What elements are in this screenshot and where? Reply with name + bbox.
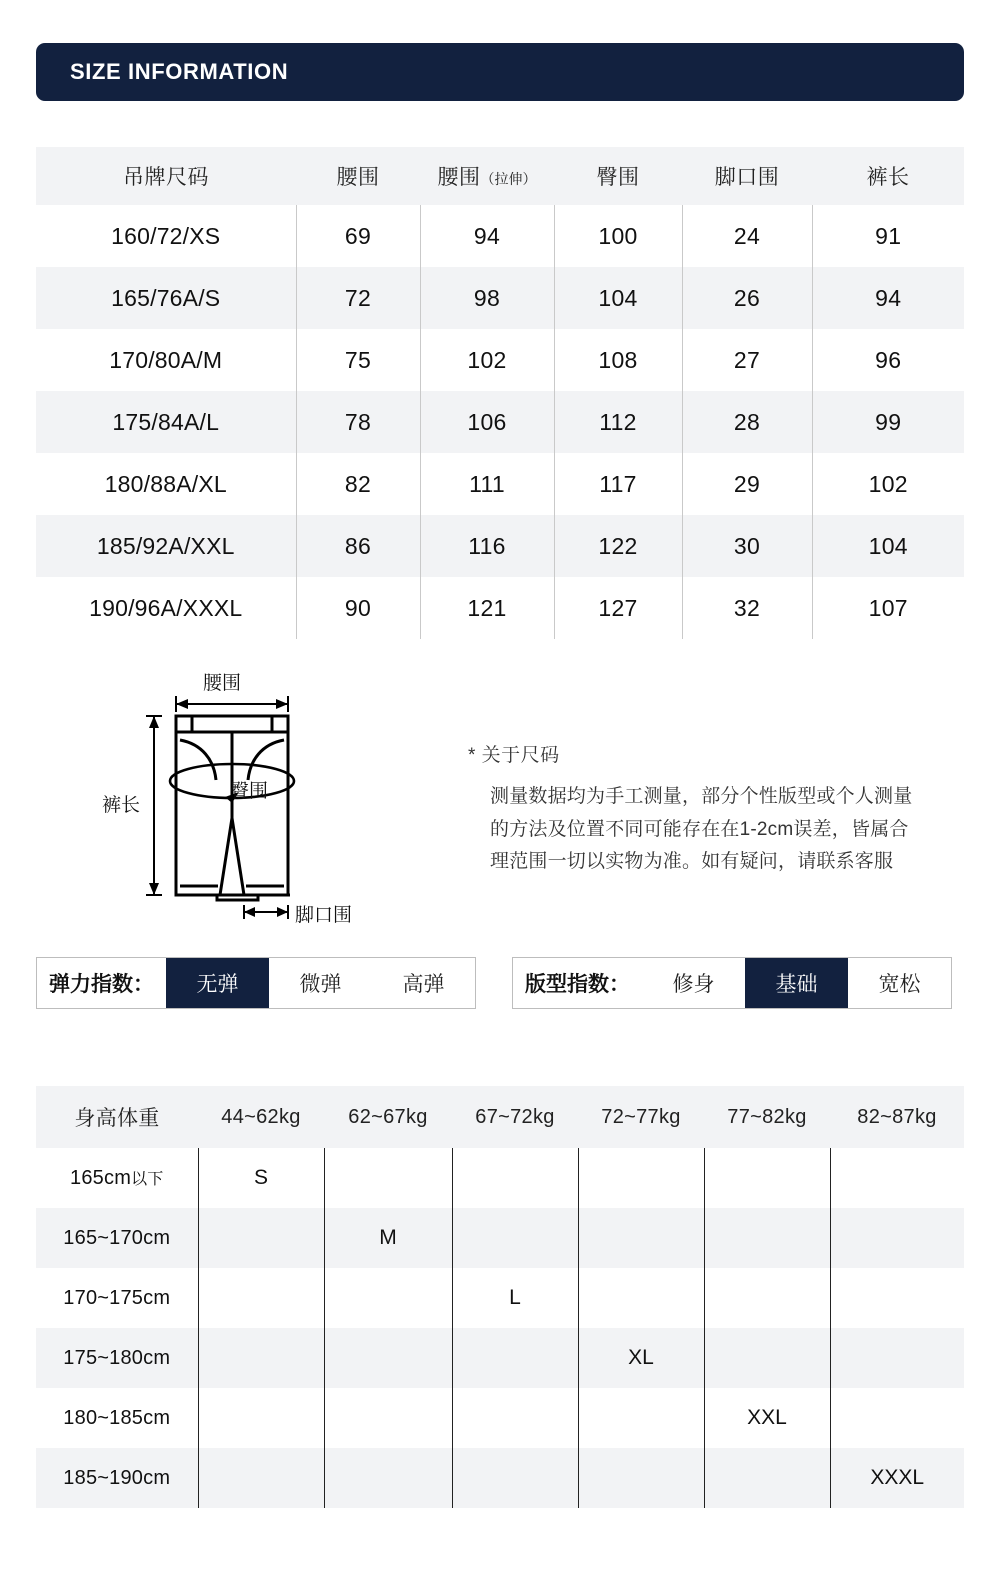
- fit-index-group: [512, 957, 952, 1009]
- cell-hip: 122: [554, 515, 682, 577]
- cell-size-recommendation: XXL: [704, 1388, 830, 1448]
- column-header-weight-1: 44~62kg: [221, 1105, 301, 1128]
- cell-length: 96: [812, 329, 964, 391]
- size-information-banner: [36, 43, 964, 101]
- cell-size-recommendation: [324, 1268, 452, 1328]
- height-weight-table-body: [36, 1148, 964, 1508]
- table-row: [36, 1208, 964, 1268]
- row-header-height: 185~190cm: [63, 1466, 171, 1489]
- row-header-height: 165cm以下: [70, 1167, 164, 1189]
- pants-measurement-diagram: [92, 668, 442, 930]
- elasticity-index-group: [36, 957, 476, 1009]
- cell-waist-stretch: 102: [420, 329, 554, 391]
- cell-waist-stretch: 106: [420, 391, 554, 453]
- cell-size-recommendation: S: [198, 1148, 324, 1208]
- table-row: [36, 329, 964, 391]
- size-note-line-1: 测量数据均为手工测量，部分个性版型或个人测量: [490, 786, 913, 807]
- cell-size: 180/88A/XL: [104, 470, 227, 497]
- cell-hip: 127: [554, 577, 682, 639]
- cell-size-recommendation: [578, 1148, 704, 1208]
- table-row: [36, 1388, 964, 1448]
- size-note-line-2: 的方法及位置不同可能存在在1-2cm误差，皆属合: [490, 818, 909, 840]
- cell-length: 94: [812, 267, 964, 329]
- cell-hip: 108: [554, 329, 682, 391]
- size-note: [468, 740, 948, 879]
- row-header-height: 170~175cm: [63, 1286, 171, 1309]
- cell-size-recommendation: [578, 1268, 704, 1328]
- size-note-line-3: 理范围一切以实物为准。如有疑问，请联系客服: [490, 851, 894, 873]
- column-header-height-weight: 身高体重: [74, 1107, 160, 1130]
- elasticity-option-no-stretch[interactable]: 无弹: [166, 958, 269, 1008]
- row-header-height: 175~180cm: [63, 1346, 171, 1369]
- cell-length: 104: [812, 515, 964, 577]
- cell-waist: 75: [296, 329, 420, 391]
- cell-size-recommendation: XL: [578, 1328, 704, 1388]
- diagram-label-waist: 腰围: [203, 673, 242, 694]
- column-header-weight-5: 77~82kg: [727, 1105, 807, 1128]
- cell-waist-stretch: 121: [420, 577, 554, 639]
- column-header-hem: 脚口围: [714, 166, 780, 189]
- size-table-header-row: [36, 147, 964, 205]
- cell-size-recommendation: [704, 1268, 830, 1328]
- cell-size-recommendation: [578, 1448, 704, 1508]
- elasticity-option-slight-stretch[interactable]: 微弹: [299, 973, 342, 996]
- cell-size: 160/72/XS: [111, 222, 221, 249]
- cell-size-recommendation: [830, 1328, 964, 1388]
- cell-size-recommendation: [830, 1268, 964, 1328]
- cell-hem: 32: [682, 577, 812, 639]
- cell-size: 175/84A/L: [112, 408, 220, 435]
- fit-option-loose[interactable]: 宽松: [878, 973, 921, 996]
- cell-size-recommendation: [704, 1148, 830, 1208]
- cell-hip: 104: [554, 267, 682, 329]
- column-header-weight-2: 62~67kg: [348, 1105, 428, 1128]
- cell-waist: 72: [296, 267, 420, 329]
- cell-waist-stretch: 111: [420, 453, 554, 515]
- elasticity-index-label: 弹力指数：: [49, 973, 154, 996]
- column-header-tag-size: 吊牌尺码: [123, 166, 209, 189]
- row-header-height: 165~170cm: [63, 1226, 171, 1249]
- table-row: [36, 205, 964, 267]
- cell-size-recommendation: [578, 1388, 704, 1448]
- cell-size-recommendation: [198, 1268, 324, 1328]
- table-row: [36, 1328, 964, 1388]
- cell-size: 165/76A/S: [111, 284, 221, 311]
- cell-hem: 27: [682, 329, 812, 391]
- cell-size-recommendation: L: [452, 1268, 578, 1328]
- fit-option-regular[interactable]: 基础: [745, 958, 848, 1008]
- cell-size-recommendation: [324, 1328, 452, 1388]
- size-table-header: [36, 147, 964, 205]
- cell-size-recommendation: [198, 1388, 324, 1448]
- cell-size-recommendation: [198, 1328, 324, 1388]
- size-table-body: [36, 205, 964, 639]
- table-row: [36, 515, 964, 577]
- cell-size-recommendation: [452, 1208, 578, 1268]
- cell-hem: 26: [682, 267, 812, 329]
- cell-size-recommendation: [704, 1208, 830, 1268]
- cell-length: 99: [812, 391, 964, 453]
- table-row: [36, 267, 964, 329]
- cell-size-recommendation: [578, 1208, 704, 1268]
- cell-size: 185/92A/XXL: [96, 532, 235, 559]
- cell-hip: 117: [554, 453, 682, 515]
- cell-hem: 29: [682, 453, 812, 515]
- cell-size-recommendation: [704, 1328, 830, 1388]
- table-row: [36, 577, 964, 639]
- cell-length: 102: [812, 453, 964, 515]
- diagram-label-length: 裤长: [102, 795, 141, 816]
- page-title: SIZE INFORMATION: [70, 59, 289, 84]
- elasticity-option-high-stretch[interactable]: 高弹: [402, 973, 445, 996]
- cell-size-recommendation: [452, 1328, 578, 1388]
- table-row: [36, 1448, 964, 1508]
- size-measurements-table: [36, 147, 964, 639]
- cell-waist: 86: [296, 515, 420, 577]
- cell-waist: 69: [296, 205, 420, 267]
- cell-size-recommendation: [830, 1148, 964, 1208]
- cell-waist-stretch: 116: [420, 515, 554, 577]
- size-note-title: * 关于尺码: [468, 745, 560, 766]
- row-header-height: 180~185cm: [63, 1406, 171, 1429]
- cell-size-recommendation: [324, 1388, 452, 1448]
- height-weight-table: [36, 1086, 964, 1508]
- cell-waist: 90: [296, 577, 420, 639]
- fit-index-label: 版型指数：: [525, 973, 630, 996]
- cell-size-recommendation: XXXL: [830, 1448, 964, 1508]
- column-header-weight-4: 72~77kg: [601, 1105, 681, 1128]
- cell-size-recommendation: [452, 1148, 578, 1208]
- height-weight-header-row: [36, 1086, 964, 1148]
- fit-option-slim[interactable]: 修身: [672, 973, 715, 996]
- column-header-hip: 臀围: [596, 166, 640, 189]
- cell-size-recommendation: [830, 1208, 964, 1268]
- cell-hem: 30: [682, 515, 812, 577]
- cell-waist-stretch: 94: [420, 205, 554, 267]
- cell-size-recommendation: [830, 1388, 964, 1448]
- cell-size-recommendation: [324, 1448, 452, 1508]
- cell-size: 170/80A/M: [109, 346, 223, 373]
- cell-waist: 78: [296, 391, 420, 453]
- table-row: [36, 1268, 964, 1328]
- cell-length: 91: [812, 205, 964, 267]
- cell-hem: 28: [682, 391, 812, 453]
- table-row: [36, 453, 964, 515]
- cell-length: 107: [812, 577, 964, 639]
- cell-size-recommendation: [452, 1448, 578, 1508]
- cell-size-recommendation: [324, 1148, 452, 1208]
- column-header-waist-stretch: 腰围（拉伸）: [437, 166, 537, 189]
- column-header-length: 裤长: [866, 166, 910, 189]
- column-header-weight-6: 82~87kg: [857, 1105, 937, 1128]
- column-header-waist: 腰围: [336, 166, 380, 189]
- cell-size-recommendation: [704, 1448, 830, 1508]
- table-row: [36, 1148, 964, 1208]
- cell-size: 190/96A/XXXL: [89, 594, 243, 621]
- size-note-body: [490, 781, 948, 879]
- column-header-weight-3: 67~72kg: [475, 1105, 555, 1128]
- cell-hip: 100: [554, 205, 682, 267]
- cell-size-recommendation: [452, 1388, 578, 1448]
- diagram-label-hem: 脚口围: [295, 905, 353, 926]
- cell-waist: 82: [296, 453, 420, 515]
- cell-hem: 24: [682, 205, 812, 267]
- height-weight-table-header: [36, 1086, 964, 1148]
- cell-size-recommendation: [198, 1208, 324, 1268]
- cell-size-recommendation: [198, 1448, 324, 1508]
- cell-waist-stretch: 98: [420, 267, 554, 329]
- diagram-label-hip: 臀围: [230, 781, 269, 802]
- table-row: [36, 391, 964, 453]
- cell-size-recommendation: M: [324, 1208, 452, 1268]
- cell-hip: 112: [554, 391, 682, 453]
